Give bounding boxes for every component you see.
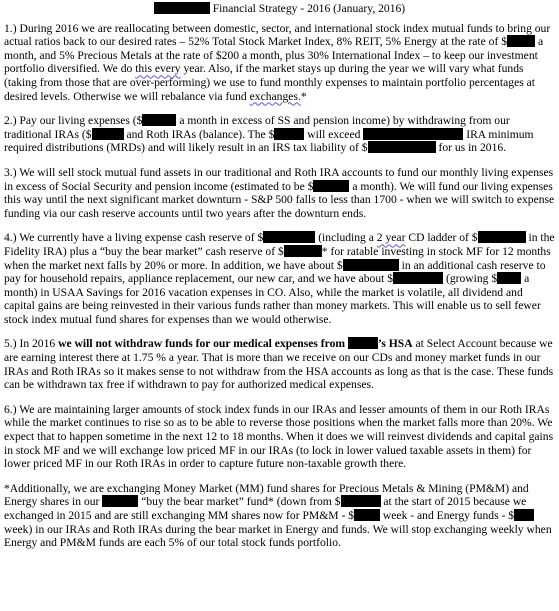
paragraph-text: exchanges. bbox=[249, 89, 301, 103]
redaction-block bbox=[284, 245, 322, 257]
paragraph-text: in the Fidelity IRA) plus a “buy the bear market” cash reserve of $ bbox=[4, 231, 555, 258]
paragraph-text: a month in excess of SS and pension income) by withdrawing from our traditional IRAs ($ bbox=[4, 114, 510, 141]
redaction-block bbox=[274, 128, 304, 140]
paragraph-2 bbox=[4, 114, 555, 155]
paragraph-text: * bbox=[300, 89, 307, 103]
redaction-block bbox=[341, 495, 381, 507]
paragraph-text: at Select Account because we are earning interest there at 1.75 % a year. That is more than we receive on our CDs and money market funds in our IRAs and Roth IRAs so it makes sense to not withdraw from the HSA accounts as long as that is the case. These funds can be withdrawn tax free if withdrawn to pay for authorized medical expenses. bbox=[4, 337, 554, 392]
redaction-block bbox=[478, 231, 526, 243]
paragraph-text: “buy the bear market” fund* (down from $ bbox=[138, 495, 341, 509]
paragraph-text: for us in 2016. bbox=[435, 141, 507, 155]
redaction-block bbox=[354, 509, 380, 521]
paragraph-text: *Additionally, we are exchanging Money Market (MM) fund shares for Precious Metals & Mining (PM&M) and Energy shares in our bbox=[4, 481, 529, 509]
paragraph-text: in an additional cash reserve to pay for household repairs, appliance replacement, our new car, and we have about $ bbox=[4, 258, 546, 286]
title-text: Financial Strategy - 2016 (January, 2016) bbox=[212, 2, 406, 15]
paragraph-text: this every bbox=[135, 62, 181, 76]
paragraph-text: week) in our IRAs and Roth IRAs during the bear market in Energy and funds. We will stop exchanging weekly when Energy and PM&M funds are each 5% of our total stock funds portfolio. bbox=[4, 522, 552, 550]
redaction-block bbox=[507, 35, 535, 47]
paragraph-text: year. Also, if the market stays up during the year we will vary what funds (taking from those that are over-performing) we use to fund monthly expenses to maintain portfolio percentages at desired levels. Otherwise we will rebalance via fund bbox=[4, 62, 535, 103]
paragraph-6 bbox=[4, 403, 555, 471]
redaction-block bbox=[102, 495, 138, 507]
paragraph-text: 4.) We currently have a living expense cash reserve of $ bbox=[4, 231, 264, 245]
paragraph-text: 2 year bbox=[376, 231, 406, 245]
redaction-block bbox=[514, 509, 534, 521]
paragraph-3 bbox=[4, 166, 555, 220]
redaction-block bbox=[343, 259, 399, 271]
paragraph-1 bbox=[4, 22, 555, 104]
paragraph-text: will exceed bbox=[304, 127, 364, 141]
paragraph-5 bbox=[4, 337, 555, 391]
paragraph-text: 1.) During 2016 we are reallocating between domestic, sector, and international stock index mutual funds to bring our actual ratios back to our desired rates – 52% Total Stock Market Index, 8% REIT, 5% Energy at the rate of $ bbox=[4, 21, 551, 49]
redaction-block bbox=[142, 114, 176, 126]
paragraph-text: 3.) We will sell stock mutual fund assets in our traditional and Roth IRA accounts to fund our monthly living expenses in excess of Social Security and pension income (estimated to be $ bbox=[4, 165, 554, 193]
paragraph-text: week - and Energy funds - $ bbox=[380, 509, 515, 522]
redaction-block bbox=[497, 272, 521, 284]
paragraph-text: a month, and 5% Precious Metals at the rate of $200 a month, plus 30% International Index – to keep our investment portfolio diversified. We do bbox=[4, 35, 544, 76]
paragraph-text: IRA minimum required distributions (MRDs) and will likely result in an IRS tax liability of $ bbox=[4, 127, 534, 155]
redaction-block bbox=[263, 231, 315, 243]
paragraph-text: 2.) Pay our living expenses ($ bbox=[4, 114, 143, 128]
paragraph-4 bbox=[4, 231, 555, 326]
paragraph-text: 5.) In 2016 bbox=[4, 337, 59, 351]
paragraph-text: and Roth IRAs (balance). The $ bbox=[123, 127, 275, 141]
paragraph-list bbox=[4, 22, 555, 550]
paragraph-text: we will not withdraw funds for our medical expenses from bbox=[58, 337, 348, 351]
redaction-block bbox=[393, 272, 443, 284]
paragraph-text: * for ratable investing in stock MF for 12 months when the market next falls by 20% or more. In addition, we have about $ bbox=[4, 244, 551, 272]
paragraph-text: a month) in USAA Savings for 2016 vacation expenses in CO. Also, while the market is volatile, all dividend and capital gains are being reinvested in their various funds rather than money markets. This will enable us to sell fewer stock index mutual fund shares for expenses than we would otherwise. bbox=[4, 272, 541, 326]
redaction-block bbox=[363, 128, 463, 140]
paragraph-text: at the start of 2015 because we exchanged in 2015 and are still exchanging MM shares now for PM&M - $ bbox=[4, 495, 527, 522]
paragraph-text: 6.) We are maintaining larger amounts of stock index funds in our IRAs and lesser amounts of them in our Roth IRAs while the market continues to rise so as to be able to reverse those positions when the market falls more than 20%. We expect that to happen sometime in the next 12 to 18 months. When it does we will reinvest dividends and capital gains in stock MF and we will exchange low priced MF in our IRAs (to lock in lower valued taxable assets in them) for lower priced MF in our Roth IRAs in order to capture future non-taxable growth there. bbox=[4, 402, 554, 471]
paragraph-text: ’s HSA bbox=[377, 337, 413, 351]
redaction-block bbox=[154, 2, 210, 14]
paragraph-text: a month). We will fund our living expenses this way until the next significant market downturn - S&P 500 falls to less than 1700 - when we will switch to expense funding via our cash reserve accounts until two years after the downturn ends. bbox=[4, 179, 555, 220]
document-title bbox=[4, 2, 555, 16]
paragraph-text: CD ladder of $ bbox=[405, 231, 478, 245]
paragraph-text: (growing $ bbox=[443, 272, 498, 286]
redaction-block bbox=[92, 128, 124, 140]
redaction-block bbox=[313, 180, 349, 192]
paragraph-text: (including a bbox=[315, 231, 377, 245]
redaction-block bbox=[348, 337, 378, 349]
paragraph-7 bbox=[4, 482, 555, 550]
redaction-block bbox=[368, 141, 436, 153]
